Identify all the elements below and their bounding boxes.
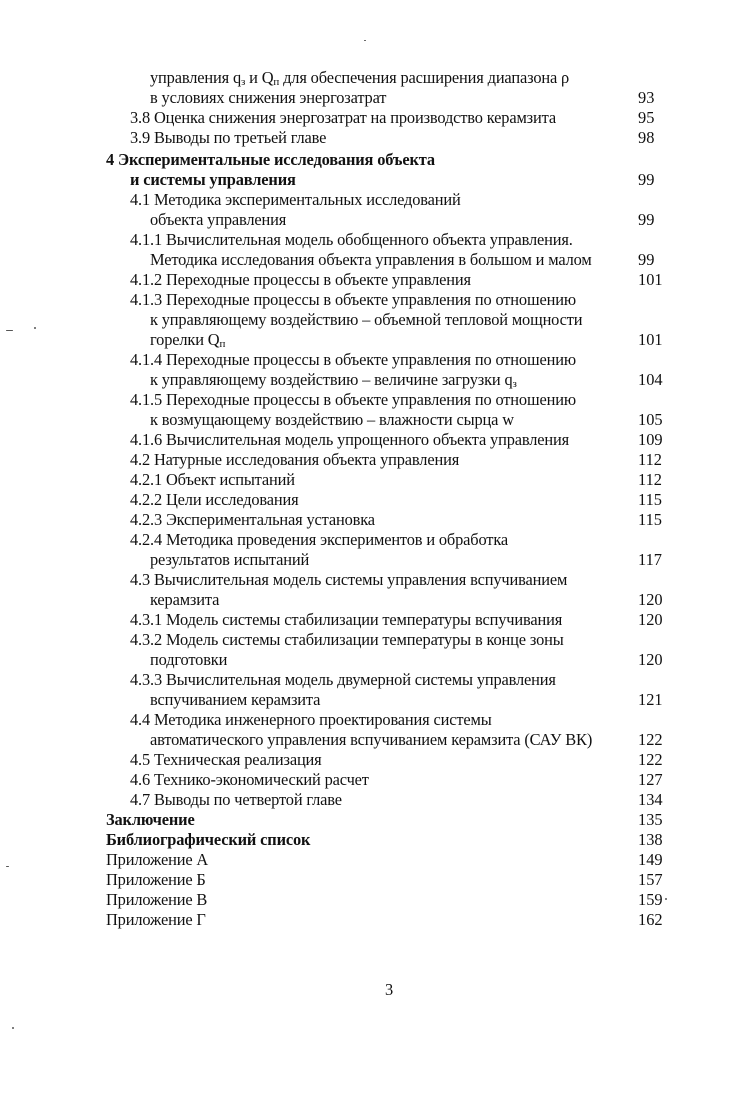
toc-entry-page: 157: [638, 870, 663, 889]
toc-entry-text: 4.2.1 Объект испытаний: [130, 470, 295, 489]
toc-entry-page: 149: [638, 850, 663, 869]
toc-entry-page: 98: [638, 128, 655, 147]
toc-entry-text: к управляющему воздействию – величине загрузки $q_з$: [150, 370, 517, 390]
toc-entry-text: управления $q_з$ и $Q_п$ для обеспечения расширения диапазона ρ: [150, 68, 570, 88]
toc-entry-page: 122: [638, 750, 663, 769]
scan-speck: [364, 40, 366, 41]
toc-entry-text: 4.3.1 Модель системы стабилизации температуры вспучивания: [130, 610, 563, 629]
toc-entry-text: 4.1.2 Переходные процессы в объекте управления: [130, 270, 471, 289]
toc-entry-text: вспучиванием керамзита: [150, 690, 321, 709]
toc-entry-page: 134: [638, 790, 663, 809]
toc-entry-page: 117: [638, 550, 662, 569]
toc-entry-text: 3.9 Выводы по третьей главе: [130, 128, 327, 147]
toc-entry-text: 4.1.4 Переходные процессы в объекте управления по отношению: [130, 350, 576, 369]
toc-entry-text: 4.1.3 Переходные процессы в объекте управления по отношению: [130, 290, 576, 309]
scan-speck: [12, 1027, 14, 1029]
toc-entry-text: 4.7 Выводы по четвертой главе: [130, 790, 342, 809]
toc-entry-page: 101: [638, 270, 663, 289]
toc-entry-page: 120: [638, 590, 663, 609]
toc-entry-page: 105: [638, 410, 663, 429]
toc-entry-text: 4.1.6 Вычислительная модель упрощенного объекта управления: [130, 430, 570, 449]
toc-entry-text: 4.2 Натурные исследования объекта управления: [130, 450, 460, 469]
toc-chapter-heading: Заключение: [106, 810, 195, 829]
toc-entry-page: 115: [638, 490, 662, 509]
toc-entry-text: 4.1 Методика экспериментальных исследований: [130, 190, 461, 209]
scan-speck: [34, 327, 36, 329]
toc-entry-text: 4.2.3 Экспериментальная установка: [130, 510, 375, 529]
toc-entry-text: в условиях снижения энергозатрат: [150, 88, 387, 107]
toc-entry-text: к управляющему воздействию – объемной тепловой мощности: [150, 310, 583, 329]
toc-entry-page: 112: [638, 470, 662, 489]
toc-entry-text: 4.1.1 Вычислительная модель обобщенного объекта управления.: [130, 230, 573, 249]
scan-speck: [665, 898, 667, 900]
toc-entry-text: горелки $Q_п$: [150, 330, 226, 350]
toc-entry-text: 4.6 Технико-экономический расчет: [130, 770, 369, 789]
toc-entry-text: керамзита: [150, 590, 220, 609]
toc-entry-text: Приложение Г: [106, 910, 206, 929]
toc-entry-page: 99: [638, 250, 655, 269]
toc-entry-text: к возмущающему воздействию – влажности сырца w: [150, 410, 514, 429]
toc-entry-page: 115: [638, 510, 662, 529]
toc-entry-text: Приложение А: [106, 850, 209, 869]
toc-entry-page: 95: [638, 108, 655, 127]
toc-entry-page: 127: [638, 770, 663, 789]
toc-entry-text: объекта управления: [150, 210, 287, 229]
toc-entry-text: 4.3.2 Модель системы стабилизации температуры в конце зоны: [130, 630, 564, 649]
toc-entry-text: Методика исследования объекта управления в большом и малом: [150, 250, 592, 269]
toc-entry-page: 104: [638, 370, 663, 389]
scan-speck: [6, 866, 9, 867]
toc-entry-text: Приложение Б: [106, 870, 206, 889]
toc-entry-page: 99: [638, 210, 655, 229]
toc-entry-page: 121: [638, 690, 663, 709]
toc-entry-page: 109: [638, 430, 663, 449]
toc-entry-page: 112: [638, 450, 662, 469]
toc-entry-text: 4.5 Техническая реализация: [130, 750, 322, 769]
toc-entry-text: подготовки: [150, 650, 228, 669]
toc-entry-page: 120: [638, 650, 663, 669]
toc-entry-page: 93: [638, 88, 655, 107]
toc-entry-text: 4.4 Методика инженерного проектирования системы: [130, 710, 492, 729]
toc-entry-text: 4.2.4 Методика проведения экспериментов и обработка: [130, 530, 509, 549]
toc-entry-page: 162: [638, 910, 663, 929]
toc-entry-text: 3.8 Оценка снижения энергозатрат на производство керамзита: [130, 108, 556, 127]
toc-entry-page: 159: [638, 890, 663, 909]
toc-entry-text: результатов испытаний: [150, 550, 310, 569]
toc-entry-page: 99: [638, 170, 655, 189]
toc-entry-page: 135: [638, 810, 663, 829]
toc-entry-text: 4.3.3 Вычислительная модель двумерной системы управления: [130, 670, 556, 689]
toc-entry-text: 4.2.2 Цели исследования: [130, 490, 299, 509]
scan-speck: [6, 330, 13, 331]
toc-entry-text: 4.1.5 Переходные процессы в объекте управления по отношению: [130, 390, 576, 409]
toc-entry-page: 101: [638, 330, 663, 349]
toc-entry-text: Приложение В: [106, 890, 208, 909]
toc-entry-page: 120: [638, 610, 663, 629]
toc-entry-page: 122: [638, 730, 663, 749]
toc-chapter-heading: 4 Экспериментальные исследования объекта: [106, 150, 435, 169]
toc-entry-text: автоматического управления вспучиванием керамзита (САУ ВК): [150, 730, 593, 749]
page-number: 3: [385, 980, 394, 999]
toc-entry-text: 4.3 Вычислительная модель системы управления вспучиванием: [130, 570, 568, 589]
toc-entry-page: 138: [638, 830, 663, 849]
toc-chapter-heading: и системы управления: [130, 170, 296, 189]
toc-chapter-heading: Библиографический список: [106, 830, 311, 849]
